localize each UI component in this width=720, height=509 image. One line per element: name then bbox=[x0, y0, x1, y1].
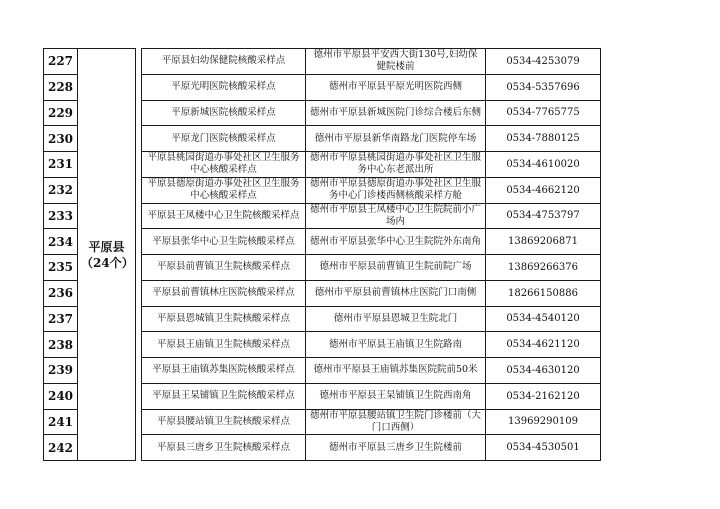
site-phone: 0534-5357696 bbox=[486, 74, 601, 100]
site-name: 平原县王庙镇卫生院核酸采样点 bbox=[142, 332, 306, 358]
site-name: 平原县王庙镇苏集医院核酸采样点 bbox=[142, 358, 306, 384]
site-name: 平原县妇幼保健院核酸采样点 bbox=[142, 49, 306, 75]
site-phone: 0534-7880125 bbox=[486, 126, 601, 152]
site-phone: 13969290109 bbox=[486, 409, 601, 435]
site-address: 德州市平原县前曹镇卫生院前院广场 bbox=[306, 255, 486, 281]
row-number: 233 bbox=[44, 203, 78, 229]
row-number: 240 bbox=[44, 383, 78, 409]
table-body bbox=[44, 49, 601, 461]
row-number: 230 bbox=[44, 126, 78, 152]
site-phone: 0534-2162120 bbox=[486, 383, 601, 409]
site-address: 德州市平原县王庙镇苏集医院院前50米 bbox=[306, 358, 486, 384]
site-name: 平原县前曹镇林庄医院核酸采样点 bbox=[142, 280, 306, 306]
site-address: 德州市平原县新城医院门诊综合楼后东侧 bbox=[306, 100, 486, 126]
county-name: 平原县 bbox=[88, 239, 125, 254]
site-name: 平原光明医院核酸采样点 bbox=[142, 74, 306, 100]
row-number: 234 bbox=[44, 229, 78, 255]
site-name: 平原龙门医院核酸采样点 bbox=[142, 126, 306, 152]
site-name: 平原县前曹镇卫生院核酸采样点 bbox=[142, 255, 306, 281]
site-name: 平原县张华中心卫生院核酸采样点 bbox=[142, 229, 306, 255]
site-name: 平原新城医院核酸采样点 bbox=[142, 100, 306, 126]
site-name: 平原县王凤楼中心卫生院核酸采样点 bbox=[142, 203, 306, 229]
site-phone: 13869206871 bbox=[486, 229, 601, 255]
site-address: 德州市平原县平安西大街130号,妇幼保健院楼前 bbox=[306, 49, 486, 75]
site-address: 德州市平原县恩城卫生院北门 bbox=[306, 306, 486, 332]
site-name: 平原县桃园街道办事处社区卫生服务中心核酸采样点 bbox=[142, 152, 306, 178]
site-phone: 0534-4540120 bbox=[486, 306, 601, 332]
site-name: 平原县德原街道办事处社区卫生服务中心核酸采样点 bbox=[142, 177, 306, 203]
site-address: 德州市平原县前曹镇林庄医院门口南侧 bbox=[306, 280, 486, 306]
site-name: 平原县王杲铺镇卫生院核酸采样点 bbox=[142, 383, 306, 409]
site-address: 德州市平原县三唐乡卫生院楼前 bbox=[306, 435, 486, 461]
site-address: 德州市平原县王凤楼中心卫生院院前小广场内 bbox=[306, 203, 486, 229]
county-count: （24个） bbox=[81, 255, 134, 270]
row-number: 241 bbox=[44, 409, 78, 435]
row-number: 235 bbox=[44, 255, 78, 281]
site-phone: 13869266376 bbox=[486, 255, 601, 281]
row-number: 238 bbox=[44, 332, 78, 358]
site-phone: 0534-4253079 bbox=[486, 49, 601, 75]
site-address: 德州市平原县腰站镇卫生院门诊楼前（大门口西侧） bbox=[306, 409, 486, 435]
test-site-table bbox=[43, 48, 600, 460]
site-phone: 0534-4621120 bbox=[486, 332, 601, 358]
site-phone: 18266150886 bbox=[486, 280, 601, 306]
row-number: 237 bbox=[44, 306, 78, 332]
row-number: 228 bbox=[44, 74, 78, 100]
site-phone: 0534-4630120 bbox=[486, 358, 601, 384]
site-address: 德州市平原县德原街道办事处社区卫生服务中心门诊楼西侧核酸采样方舱 bbox=[306, 177, 486, 203]
site-name: 平原县腰站镇卫生院核酸采样点 bbox=[142, 409, 306, 435]
site-address: 德州市平原县王杲铺镇卫生院西南角 bbox=[306, 383, 486, 409]
row-number: 232 bbox=[44, 177, 78, 203]
row-number: 239 bbox=[44, 358, 78, 384]
row-number: 227 bbox=[44, 49, 78, 75]
site-phone: 0534-4662120 bbox=[486, 177, 601, 203]
site-phone: 0534-7765775 bbox=[486, 100, 601, 126]
county-cell bbox=[78, 49, 136, 461]
table-row bbox=[44, 49, 601, 75]
site-address: 德州市平原县张华中心卫生院院外东南角 bbox=[306, 229, 486, 255]
row-number: 242 bbox=[44, 435, 78, 461]
site-phone: 0534-4610020 bbox=[486, 152, 601, 178]
site-address: 德州市平原县平原光明医院西侧 bbox=[306, 74, 486, 100]
row-number: 229 bbox=[44, 100, 78, 126]
table bbox=[43, 48, 601, 461]
row-number: 236 bbox=[44, 280, 78, 306]
site-address: 德州市平原县桃园街道办事处社区卫生服务中心东老派出所 bbox=[306, 152, 486, 178]
site-address: 德州市平原县新华南路龙门医院停车场 bbox=[306, 126, 486, 152]
site-address: 德州市平原县王庙镇卫生院路南 bbox=[306, 332, 486, 358]
site-phone: 0534-4530501 bbox=[486, 435, 601, 461]
site-name: 平原县三唐乡卫生院核酸采样点 bbox=[142, 435, 306, 461]
site-phone: 0534-4753797 bbox=[486, 203, 601, 229]
site-name: 平原县恩城镇卫生院核酸采样点 bbox=[142, 306, 306, 332]
row-number: 231 bbox=[44, 152, 78, 178]
